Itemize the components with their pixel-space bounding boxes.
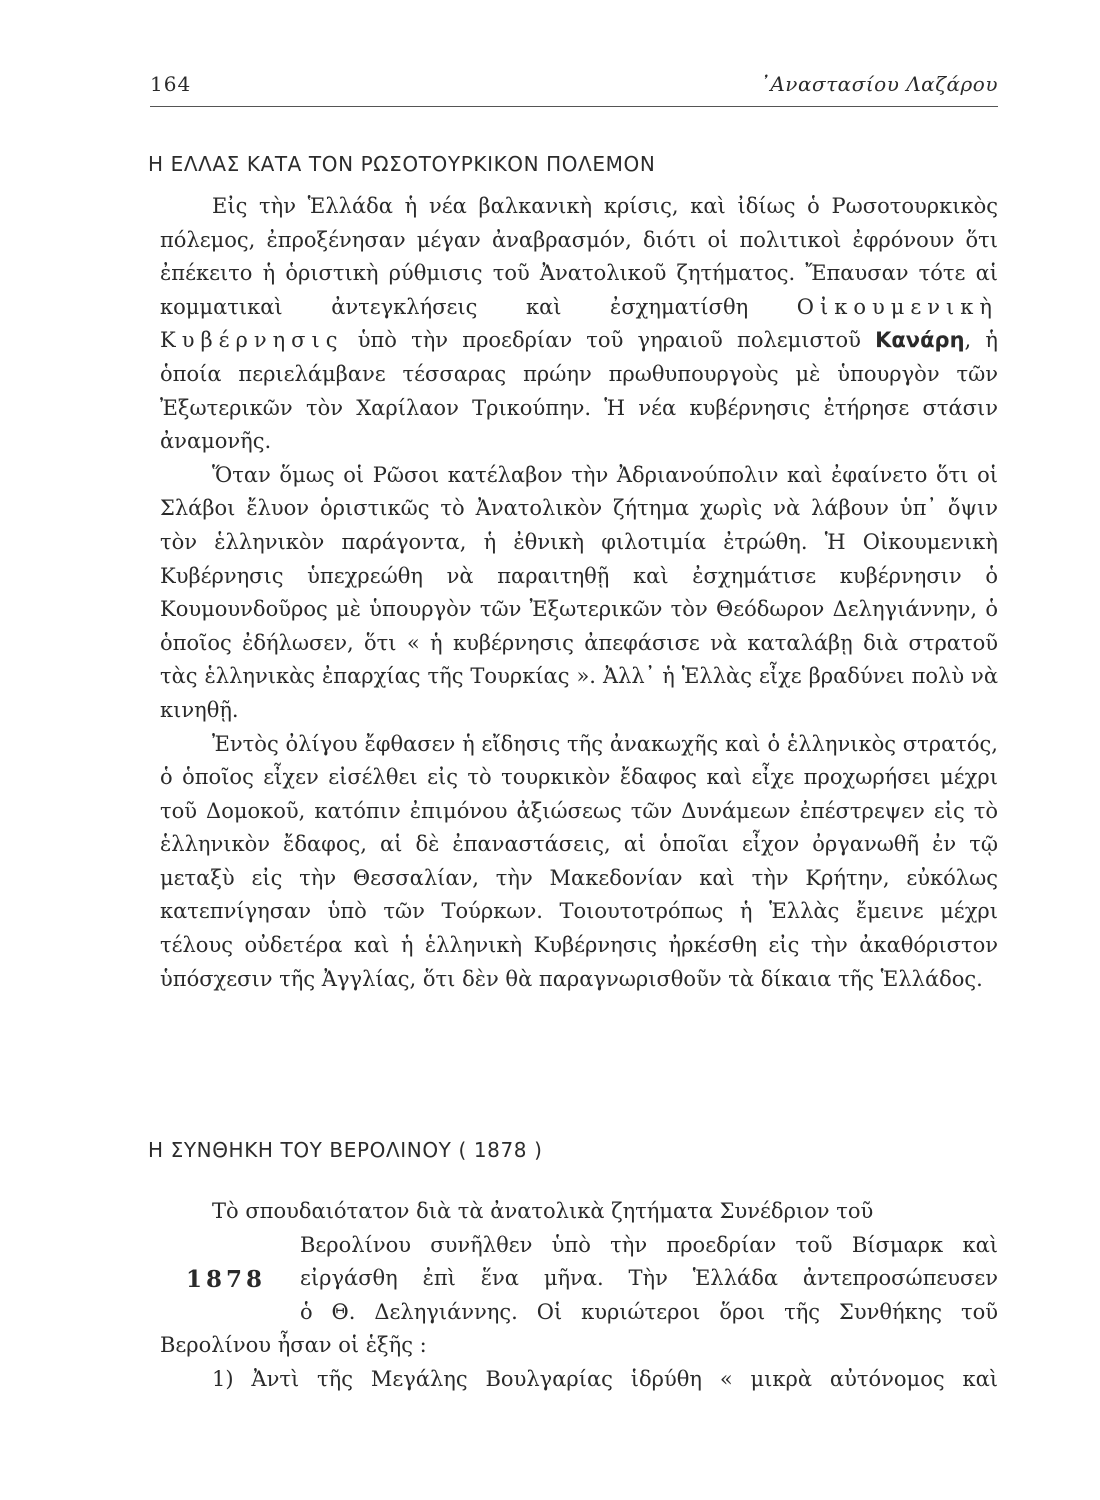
header-rule — [150, 106, 998, 107]
section-title: Η ΕΛΛΑΣ ΚΑΤΑ ΤΟΝ ΡΩΣΟΤΟΥΡΚΙΚΟΝ ΠΟΛΕΜΟΝ — [148, 152, 656, 176]
page-header — [150, 72, 998, 106]
marginal-year-block — [160, 1229, 998, 1330]
section-body — [160, 1195, 998, 1397]
paragraph: Ἐντὸς ὀλίγου ἔφθασεν ἡ εἴδησις τῆς ἀνακωχῆς καὶ ὁ ἑλληνικὸς στρατός, ὁ ὁποῖος εἶχεν εἰσέλθει εἰς τὸ τουρκικὸν ἔδαφος καὶ εἶχε προχωρήσει μέχρι τοῦ Δομοκοῦ, κατόπιν ἐπιμόνου ἀξιώσεως τῶν Δυνάμεων ἐπέστρεψεν εἰς τὸ ἑλληνικὸν ἔδαφος, αἱ δὲ ἐπαναστάσεις, αἱ ὁποῖαι εἶχον ὀργανωθῆ ἐν τῷ μεταξὺ εἰς τὴν Θεσσαλίαν, τὴν Μακεδονίαν καὶ τὴν Κρήτην, εὐκόλως κατεπνίγησαν ὑπὸ τῶν Τούρκων. Τοιουτοτρόπως ἡ Ἑλλὰς ἔμεινε μέχρι τέλους οὐδετέρα καὶ ἡ ἑλληνικὴ Κυβέρνησις ἠρκέσθη εἰς τὴν ἀκαθόριστον ὑπόσχεσιν τῆς Ἀγγλίας, ὅτι δὲν θὰ παραγνωρισθοῦν τὰ δίκαια τῆς Ἑλλάδος. — [160, 731, 998, 991]
indented-lines — [300, 1229, 998, 1330]
numbered-item: 1) Ἀντὶ τῆς Μεγάλης Βουλγαρίας ἱδρύθη « μικρὰ αὐτόνομος καὶ — [212, 1366, 998, 1391]
paragraph-text: ὑπὸ τὴν προεδρίαν τοῦ γηραιοῦ πολεμιστοῦ — [357, 328, 861, 353]
running-head: ᾿Αναστασίου Λαζάρου — [759, 72, 998, 96]
bold-name: Κανάρη — [875, 328, 965, 353]
paragraph-first-line: Τὸ σπουδαιότατον διὰ τὰ ἀνατολικὰ ζητήματα Συνέδριον τοῦ — [212, 1199, 874, 1223]
text-line: εἰργάσθη ἐπὶ ἕνα μῆνα. Τὴν Ἑλλάδα ἀντεπροσώπευσεν — [300, 1266, 998, 1291]
text-line: Βερολίνου ἦσαν οἱ ἑξῆς : — [160, 1333, 427, 1358]
text-line: ὁ Θ. Δεληγιάννης. Οἱ κυριώτεροι ὅροι τῆς Συνθήκης τοῦ — [300, 1299, 998, 1324]
marginal-year: 1878 — [186, 1265, 267, 1293]
paragraph — [160, 190, 998, 459]
section-title: Η ΣΥΝΘΗΚΗ ΤΟΥ ΒΕΡΟΛΙΝΟΥ ( 1878 ) — [148, 1138, 543, 1162]
page-number: 164 — [150, 72, 192, 96]
text-line: Βερολίνου συνῆλθεν ὑπὸ τὴν προεδρίαν τοῦ Βίσμαρκ καὶ — [300, 1232, 998, 1257]
section-body — [160, 190, 998, 996]
paragraph-text: Εἰς τὴν Ἑλλάδα ἡ νέα βαλκανικὴ κρίσις, καὶ ἰδίως ὁ Ρωσοτουρκικὸς πόλεμος, ἐπροξένησαν μέγαν ἀναβρασμόν, διότι οἱ πολιτικοὶ ἐφρόνουν ὅτι ἐπέκειτο ἡ ὁριστικὴ ρύθμισις τοῦ Ἀνατολικοῦ ζητήματος. Ἔπαυσαν τότε αἱ κομματικαὶ ἀντεγκλήσεις καὶ ἐσχηματίσθη — [160, 194, 998, 319]
paragraph: Ὅταν ὅμως οἱ Ρῶσοι κατέλαβον τὴν Ἀδριανούπολιν καὶ ἐφαίνετο ὅτι οἱ Σλάβοι ἔλυον ὁριστικῶς τὸ Ἀνατολικὸν ζήτημα χωρὶς νὰ λάβουν ὑπ᾿ ὄψιν τὸν ἑλληνικὸν παράγοντα, ἡ ἐθνικὴ φιλοτιμία ἐτρώθη. Ἡ Οἰκουμενικὴ Κυβέρνησις ὑπεχρεώθη νὰ παραιτηθῇ καὶ ἐσχημάτισε κυβέρνησιν ὁ Κουμουνδοῦρος μὲ ὑπουργὸν τῶν Ἐξωτερικῶν τὸν Θεόδωρον Δεληγιάννην, ὁ ὁποῖος ἐδήλωσεν, ὅτι « ἡ κυβέρνησις ἀπεφάσισε νὰ καταλάβῃ διὰ στρατοῦ τὰς ἑλληνικὰς ἐπαρχίας τῆς Τουρκίας ». Ἀλλ᾿ ἡ Ἑλλὰς εἶχε βραδύνει πολὺ νὰ κινηθῇ. — [160, 462, 998, 722]
paragraph-text: , ἡ ὁποία περιελάμβανε τέσσαρας πρώην πρωθυπουργοὺς μὲ ὑπουργὸν τῶν Ἐξωτερικῶν τὸν Χαρίλαον Τρικούπην. Ἡ νέα κυβέρνησις ἐτήρησε στάσιν ἀναμονῆς. — [160, 328, 998, 454]
emphasized-term: Οἰκουμενικὴ Κυβέρνησις — [160, 294, 998, 353]
